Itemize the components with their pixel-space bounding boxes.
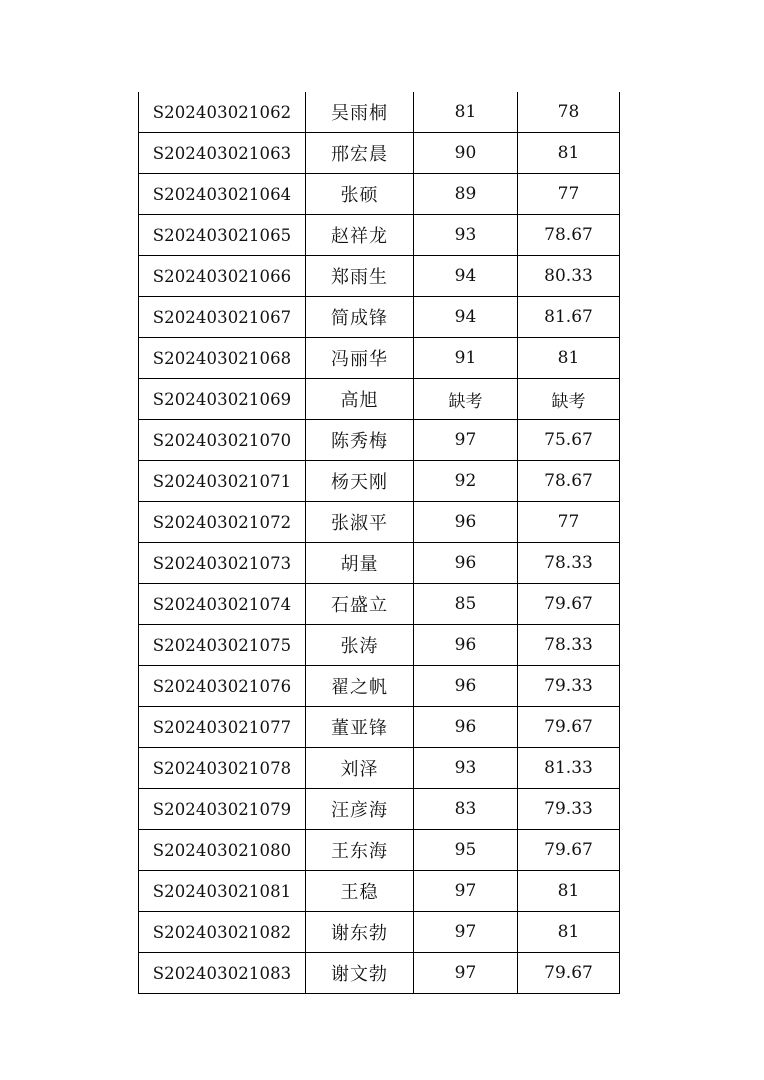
score-1-cell: 90 <box>414 133 518 174</box>
table-row <box>139 584 620 625</box>
candidate-id-cell: S202403021070 <box>139 420 306 461</box>
table-row <box>139 543 620 584</box>
table-row <box>139 830 620 871</box>
table-row <box>139 912 620 953</box>
table-row <box>139 625 620 666</box>
score-1-cell: 89 <box>414 174 518 215</box>
table-row <box>139 707 620 748</box>
score-1-cell: 81 <box>414 92 518 133</box>
score-2-cell: 79.33 <box>518 666 620 707</box>
candidate-id-cell: S202403021082 <box>139 912 306 953</box>
candidate-name-cell: 简成锋 <box>306 297 414 338</box>
table-row <box>139 215 620 256</box>
candidate-id-cell: S202403021071 <box>139 461 306 502</box>
table-row <box>139 502 620 543</box>
score-2-cell: 78 <box>518 92 620 133</box>
score-2-cell: 81 <box>518 912 620 953</box>
score-1-cell: 91 <box>414 338 518 379</box>
table-row <box>139 871 620 912</box>
candidate-name-cell: 董亚锋 <box>306 707 414 748</box>
table-row <box>139 297 620 338</box>
candidate-id-cell: S202403021074 <box>139 584 306 625</box>
candidate-id-cell: S202403021068 <box>139 338 306 379</box>
score-2-cell: 79.67 <box>518 707 620 748</box>
candidate-id-cell: S202403021067 <box>139 297 306 338</box>
score-1-cell: 92 <box>414 461 518 502</box>
candidate-id-cell: S202403021063 <box>139 133 306 174</box>
score-1-cell: 97 <box>414 912 518 953</box>
candidate-name-cell: 王东海 <box>306 830 414 871</box>
score-1-cell: 94 <box>414 256 518 297</box>
candidate-id-cell: S202403021078 <box>139 748 306 789</box>
table-row <box>139 789 620 830</box>
candidate-name-cell: 高旭 <box>306 379 414 420</box>
score-1-cell: 83 <box>414 789 518 830</box>
candidate-id-cell: S202403021062 <box>139 92 306 133</box>
score-1-cell: 95 <box>414 830 518 871</box>
score-1-cell: 97 <box>414 953 518 994</box>
candidate-name-cell: 刘泽 <box>306 748 414 789</box>
score-2-cell: 78.67 <box>518 215 620 256</box>
score-2-cell: 78.33 <box>518 625 620 666</box>
score-2-cell: 79.67 <box>518 953 620 994</box>
score-2-cell: 81 <box>518 338 620 379</box>
candidate-name-cell: 张涛 <box>306 625 414 666</box>
score-table-container <box>138 92 619 994</box>
candidate-name-cell: 吴雨桐 <box>306 92 414 133</box>
candidate-id-cell: S202403021066 <box>139 256 306 297</box>
score-2-cell: 77 <box>518 174 620 215</box>
score-table-body <box>139 92 620 994</box>
candidate-id-cell: S202403021076 <box>139 666 306 707</box>
candidate-id-cell: S202403021080 <box>139 830 306 871</box>
table-row <box>139 338 620 379</box>
score-1-cell: 94 <box>414 297 518 338</box>
score-1-cell: 97 <box>414 420 518 461</box>
table-row <box>139 256 620 297</box>
candidate-name-cell: 郑雨生 <box>306 256 414 297</box>
score-2-cell: 79.33 <box>518 789 620 830</box>
candidate-name-cell: 张淑平 <box>306 502 414 543</box>
table-row <box>139 133 620 174</box>
candidate-id-cell: S202403021081 <box>139 871 306 912</box>
candidate-name-cell: 赵祥龙 <box>306 215 414 256</box>
score-2-cell: 78.67 <box>518 461 620 502</box>
candidate-name-cell: 胡量 <box>306 543 414 584</box>
score-1-cell: 96 <box>414 625 518 666</box>
candidate-name-cell: 汪彦海 <box>306 789 414 830</box>
score-1-cell: 96 <box>414 543 518 584</box>
table-row <box>139 748 620 789</box>
table-row <box>139 666 620 707</box>
table-row <box>139 953 620 994</box>
candidate-id-cell: S202403021069 <box>139 379 306 420</box>
score-1-cell: 96 <box>414 707 518 748</box>
candidate-name-cell: 杨天刚 <box>306 461 414 502</box>
candidate-name-cell: 翟之帆 <box>306 666 414 707</box>
candidate-id-cell: S202403021072 <box>139 502 306 543</box>
table-row <box>139 174 620 215</box>
score-1-cell: 93 <box>414 215 518 256</box>
candidate-name-cell: 邢宏晨 <box>306 133 414 174</box>
table-row <box>139 92 620 133</box>
candidate-id-cell: S202403021075 <box>139 625 306 666</box>
score-1-cell: 85 <box>414 584 518 625</box>
candidate-id-cell: S202403021079 <box>139 789 306 830</box>
score-2-cell: 缺考 <box>518 379 620 420</box>
candidate-name-cell: 冯丽华 <box>306 338 414 379</box>
score-1-cell: 93 <box>414 748 518 789</box>
candidate-id-cell: S202403021077 <box>139 707 306 748</box>
table-row <box>139 420 620 461</box>
score-1-cell: 96 <box>414 666 518 707</box>
candidate-id-cell: S202403021064 <box>139 174 306 215</box>
score-1-cell: 97 <box>414 871 518 912</box>
score-2-cell: 79.67 <box>518 830 620 871</box>
score-2-cell: 81.33 <box>518 748 620 789</box>
score-2-cell: 75.67 <box>518 420 620 461</box>
candidate-name-cell: 陈秀梅 <box>306 420 414 461</box>
candidate-name-cell: 谢文勃 <box>306 953 414 994</box>
candidate-name-cell: 石盛立 <box>306 584 414 625</box>
score-2-cell: 80.33 <box>518 256 620 297</box>
candidate-name-cell: 张硕 <box>306 174 414 215</box>
score-2-cell: 77 <box>518 502 620 543</box>
candidate-id-cell: S202403021073 <box>139 543 306 584</box>
table-row <box>139 461 620 502</box>
score-2-cell: 78.33 <box>518 543 620 584</box>
candidate-name-cell: 王稳 <box>306 871 414 912</box>
score-table <box>138 92 620 994</box>
score-2-cell: 81 <box>518 133 620 174</box>
score-2-cell: 79.67 <box>518 584 620 625</box>
table-row <box>139 379 620 420</box>
score-1-cell: 96 <box>414 502 518 543</box>
candidate-name-cell: 谢东勃 <box>306 912 414 953</box>
candidate-id-cell: S202403021065 <box>139 215 306 256</box>
score-1-cell: 缺考 <box>414 379 518 420</box>
score-2-cell: 81.67 <box>518 297 620 338</box>
score-2-cell: 81 <box>518 871 620 912</box>
candidate-id-cell: S202403021083 <box>139 953 306 994</box>
